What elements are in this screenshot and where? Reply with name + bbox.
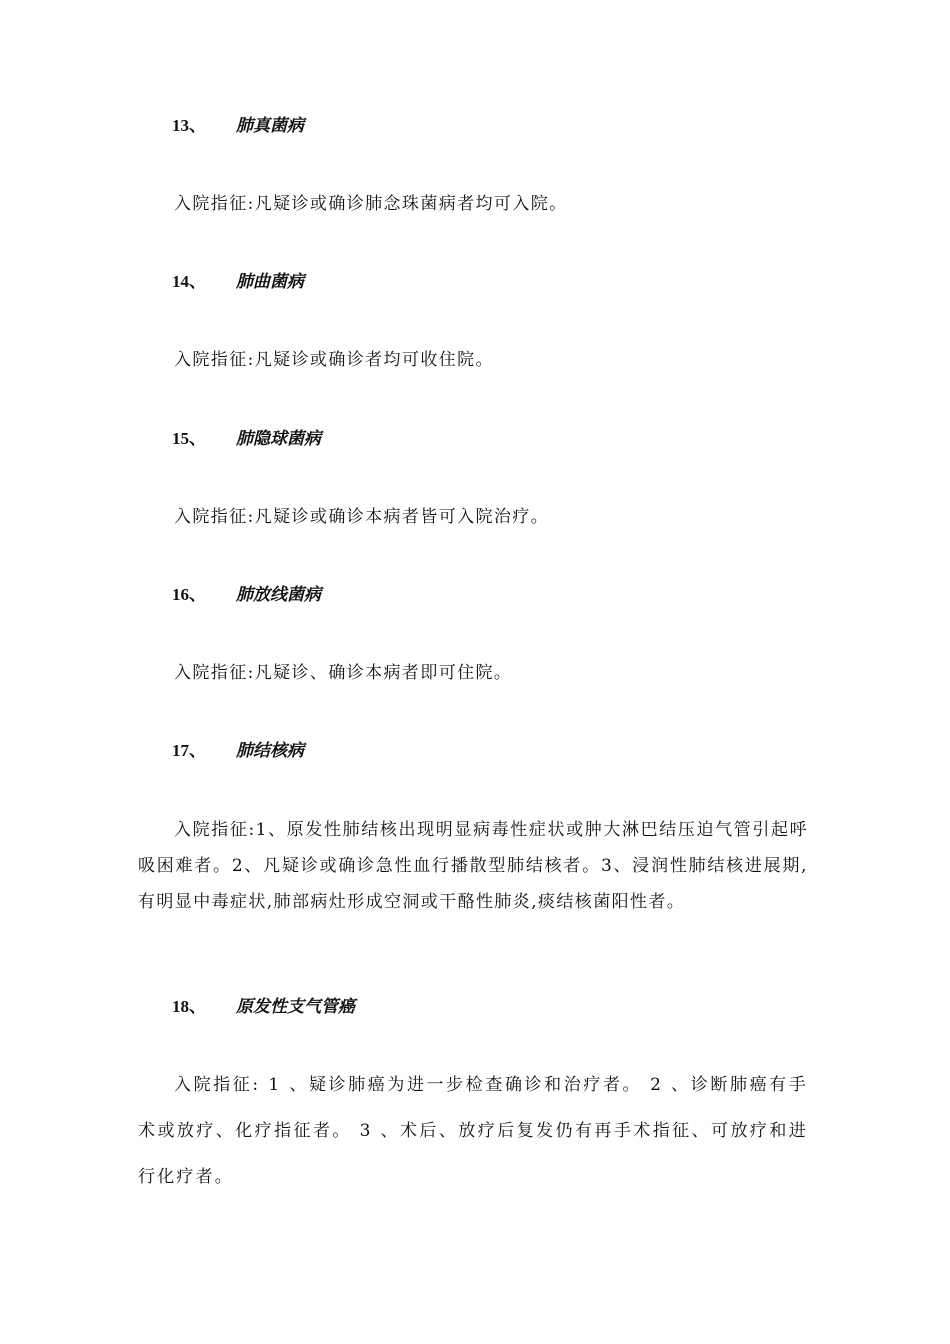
section-title: 肺结核病 [236,741,304,761]
section-heading-14 [172,270,304,294]
section-indication-15: 入院指征:凡疑诊或确诊本病者皆可入院治疗。 [174,507,550,527]
section-title: 原发性支气管癌 [236,997,355,1017]
section-number: 18、 [172,997,206,1016]
section-indication-13: 入院指征:凡疑诊或确诊肺念珠菌病者均可入院。 [174,194,568,214]
section-number: 14、 [172,272,206,291]
section-number: 17、 [172,741,206,760]
section-number: 15、 [172,429,206,448]
section-title: 肺放线菌病 [236,585,321,605]
section-indication-16: 入院指征:凡疑诊、确诊本病者即可住院。 [174,663,513,683]
section-heading-18 [172,995,355,1019]
section-heading-13 [172,114,304,138]
section-indication-17: 入院指征:1、原发性肺结核出现明显病毒性症状或肿大淋巴结压迫气管引起呼吸困难者。2、凡疑诊或确诊急性血行播散型肺结核者。3、浸润性肺结核进展期,有明显中毒症状,肺部病灶形成空洞或干酪性肺炎,痰结核菌阳性者。 [138,820,808,912]
section-number: 13、 [172,116,206,135]
section-number: 16、 [172,585,206,604]
section-heading-17 [172,739,304,763]
section-indication-18: 入院指征: 1 、疑诊肺癌为进一步检查确诊和治疗者。 2 、诊断肺癌有手术或放疗、化疗指征者。 3 、术后、放疗后复发仍有再手术指征、可放疗和进行化疗者。 [138,1075,808,1187]
section-title: 肺隐球菌病 [236,429,321,449]
section-title: 肺真菌病 [236,116,304,136]
section-heading-15 [172,427,321,451]
section-title: 肺曲菌病 [236,272,304,292]
section-indication-14: 入院指征:凡疑诊或确诊者均可收住院。 [174,350,494,370]
section-heading-16 [172,583,321,607]
